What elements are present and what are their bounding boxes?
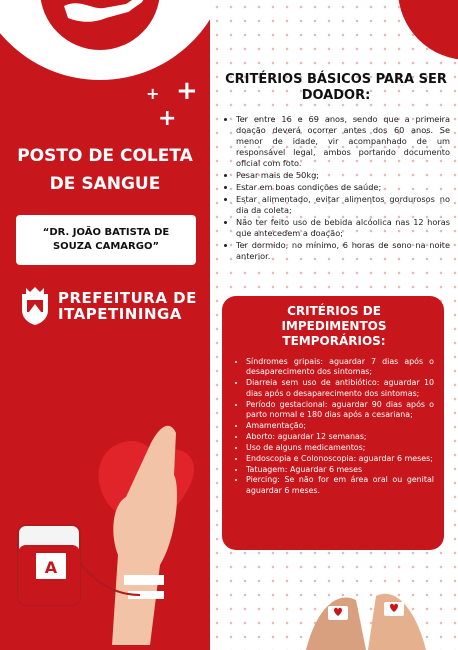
- temporary-criteria-list: [234, 357, 434, 496]
- title-line1: POSTO DE COLETA: [17, 146, 193, 166]
- list-item: • Não ter feito uso de bebida alcóolica nas 12 horas que antecedem a doação;: [236, 217, 450, 239]
- city-crest-icon: [18, 286, 52, 326]
- donation-illustration: [0, 405, 210, 650]
- blood-type-label: A: [44, 558, 58, 577]
- basic-criteria-list: [222, 114, 450, 262]
- name-box: [16, 215, 196, 265]
- list-item: • Diarreia sem uso de antibiótico: aguardar 10 dias após o desaparecimento dos sintomas;: [246, 378, 434, 399]
- logo-line2: ITAPETININGA: [58, 305, 182, 323]
- basic-criteria: [222, 72, 450, 263]
- list-item: • Ter entre 16 e 69 anos, sendo que a primeira doação deverá ocorrer antes dos 60 anos. Se menor de idade, vir acompanhado de um responsável legal, ambos portando documento oficial com foto.: [236, 114, 450, 169]
- list-item: • Estar em boas condições de saúde;: [236, 182, 450, 193]
- title-line2: DE SANGUE: [49, 174, 161, 194]
- temporary-criteria: [222, 296, 444, 550]
- page-title: [0, 142, 210, 198]
- left-panel: [0, 0, 210, 650]
- heart-hand-icon: [40, 0, 160, 50]
- list-item: • Síndromes gripais: aguardar 7 dias após o desaparecimento dos sintomas;: [246, 357, 434, 378]
- prefeitura-logo: [18, 286, 197, 326]
- temporary-criteria-title: CRITÉRIOS DE IMPEDIMENTOS TEMPORÁRIOS:: [281, 304, 387, 348]
- list-item: • Aborto: aguardar 12 semanas;: [246, 432, 434, 442]
- list-item: • Período gestacional: aguardar 90 dias após o parto normal e 180 dias após a cesariana;: [246, 400, 434, 421]
- plus-icon: +: [158, 106, 177, 131]
- basic-criteria-title: CRITÉRIOS BÁSICOS PARA SER DOADOR:: [225, 72, 447, 103]
- list-item: • Estar alimentado, evitar alimentos gordurosos no dia da coleta;: [236, 194, 450, 216]
- list-item: • Uso de alguns medicamentos;: [246, 443, 434, 453]
- plus-icon: +: [176, 76, 198, 106]
- list-item: • Pesar mais de 50kg;: [236, 170, 450, 181]
- plus-icon: +: [146, 84, 160, 103]
- heart-hand-emblem: [40, 0, 160, 50]
- list-item: • Endoscopia e Colonoscopia: aguardar 6 meses;: [246, 454, 434, 464]
- post-name: “DR. JOÃO BATISTA DE SOUZA CAMARGO”: [42, 227, 170, 252]
- corner-decoration: [398, 0, 458, 60]
- list-item: • Amamentação;: [246, 421, 434, 431]
- list-item: • Piercing: Se não for em área oral ou genital aguardar 6 meses.: [246, 475, 434, 496]
- list-item: • Ter dormido, no mínimo, 6 horas de sono na noite anterior.: [236, 240, 450, 262]
- donor-arms-illustration: [306, 560, 426, 650]
- logo-line1: PREFEITURA DE: [58, 289, 197, 307]
- list-item: • Tatuagem: Aguardar 6 meses: [246, 465, 434, 475]
